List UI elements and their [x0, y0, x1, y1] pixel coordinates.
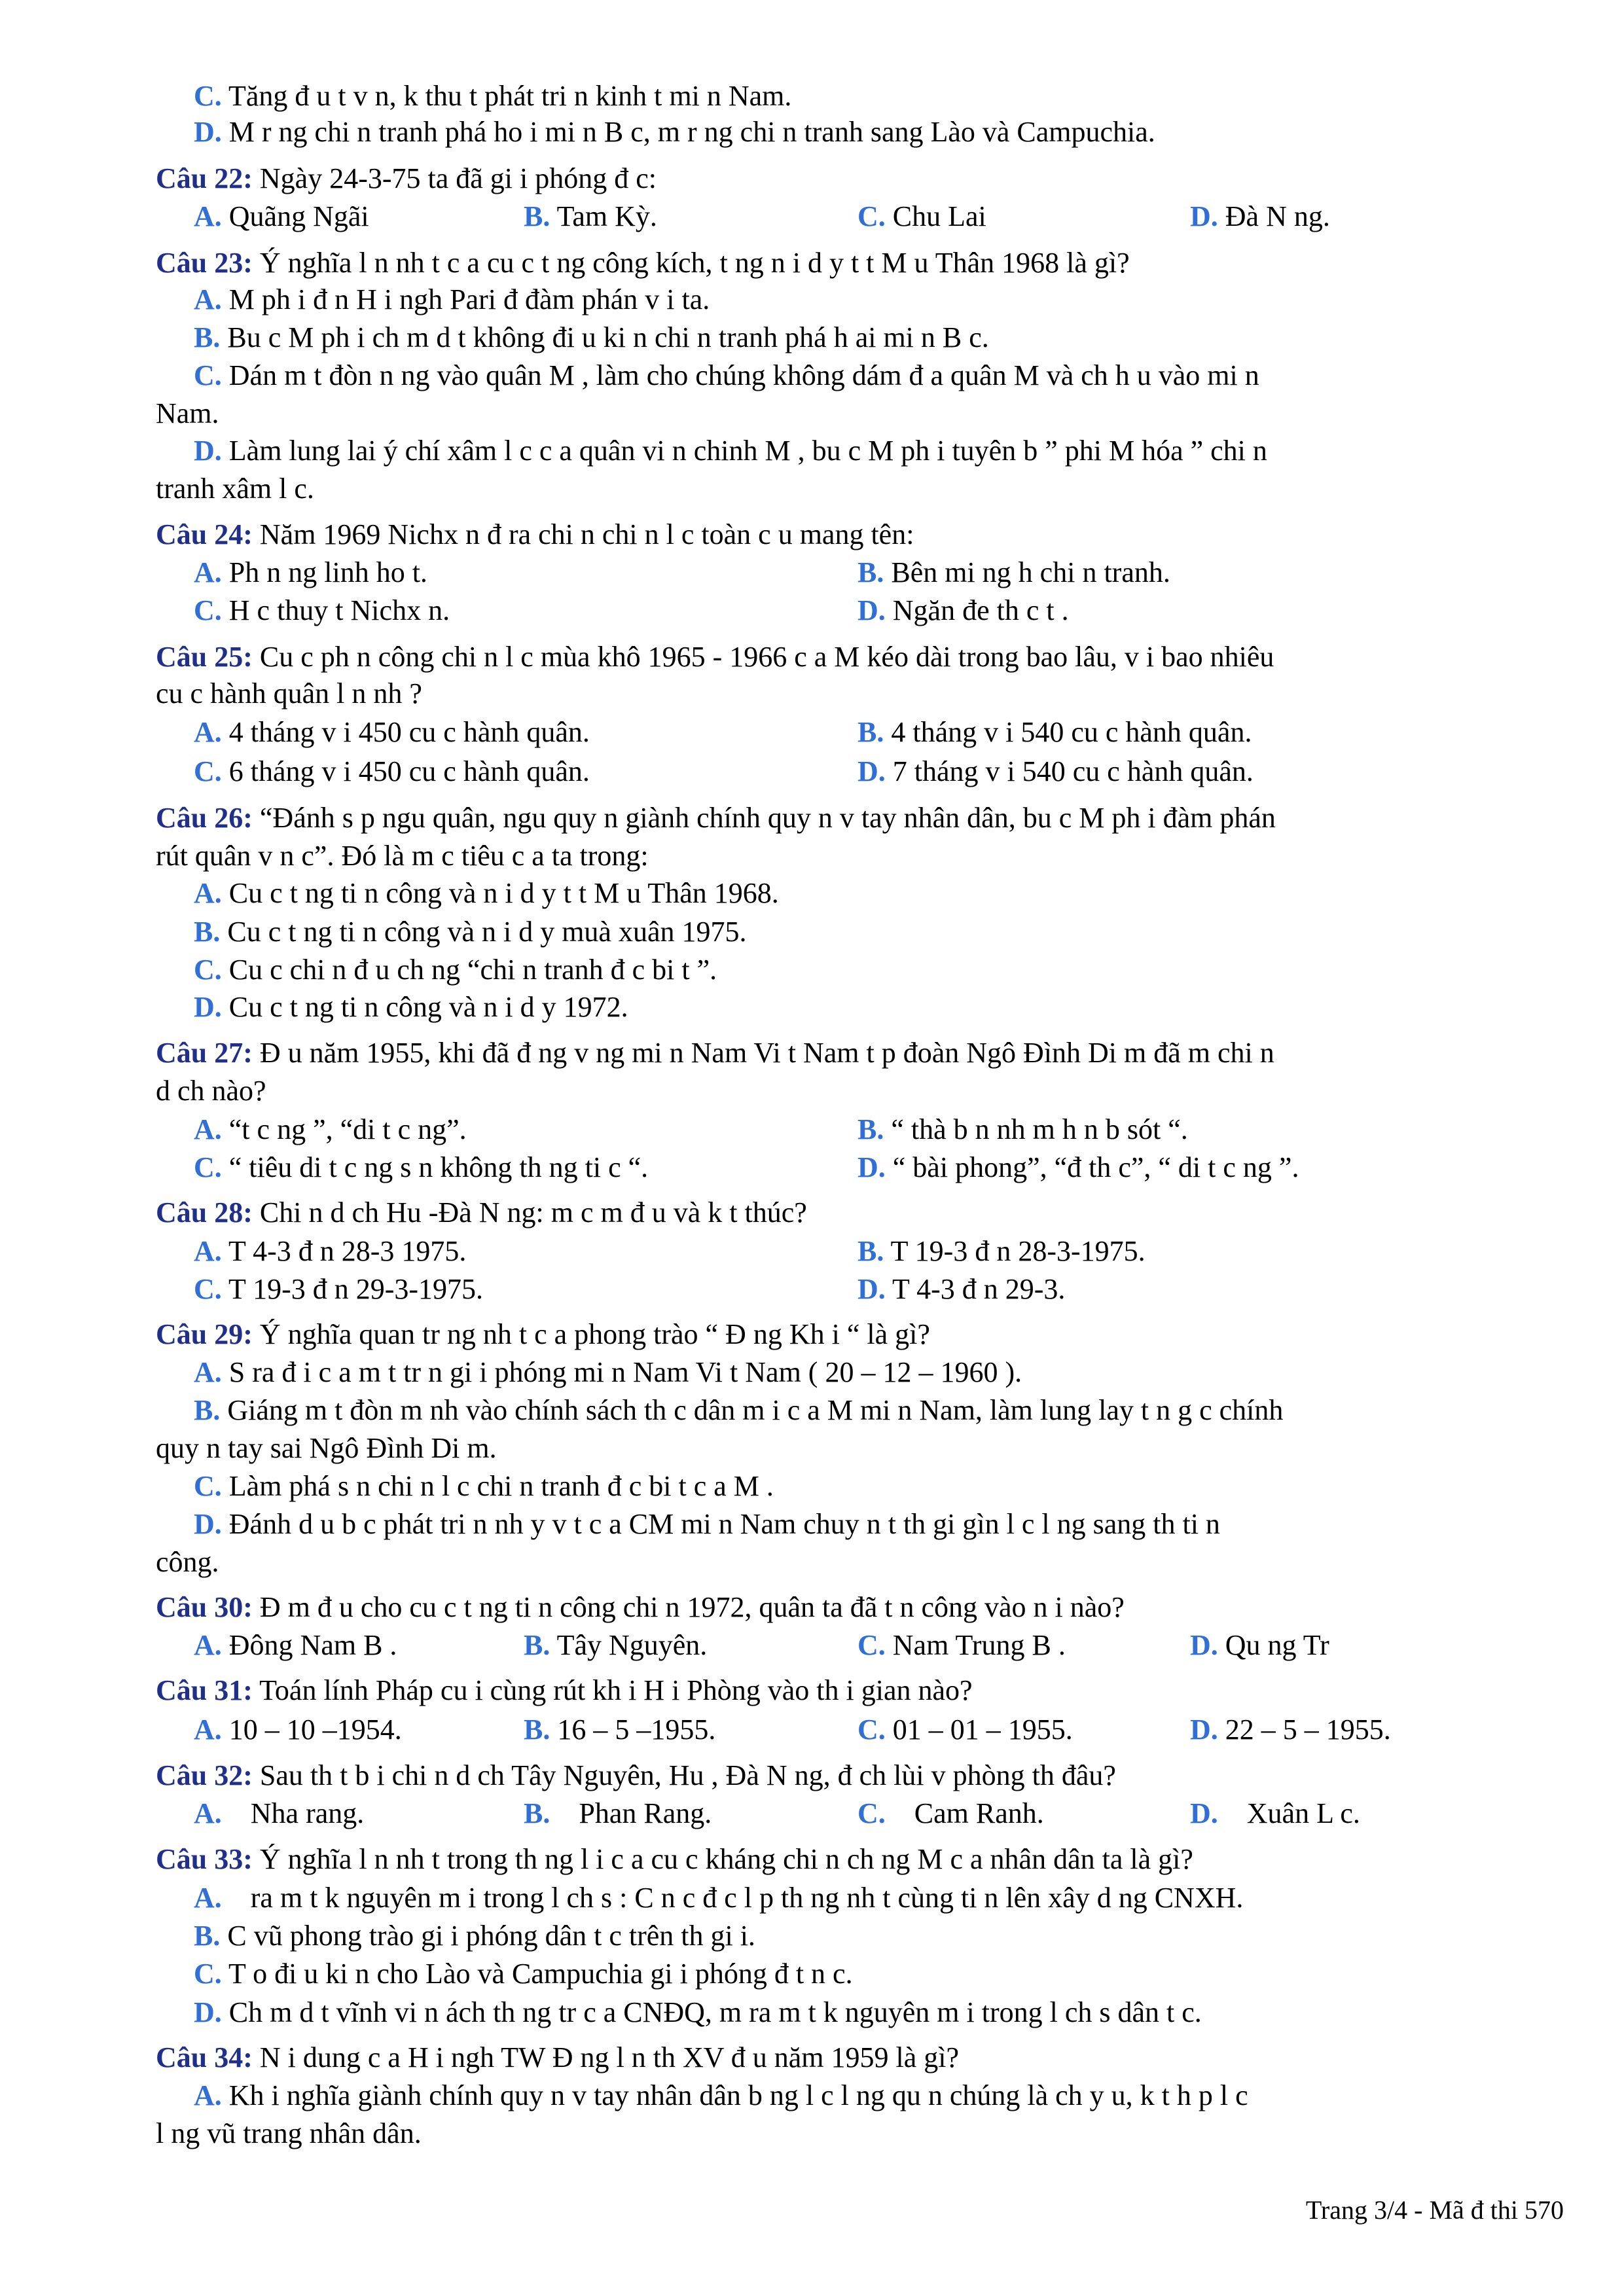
q26-option-a: A. Cu c t ng ti n công và n i d y t t M u Thân 1968.	[194, 877, 779, 909]
q30-option-c: C. Nam Trung B .	[857, 1629, 1066, 1661]
q26-option-b: B. Cu c t ng ti n công và n i d y muà xuân 1975.	[194, 916, 747, 948]
q27-option-b: B. “ thà b n nh m h n b sót “.	[857, 1113, 1188, 1145]
q34-option-a-cont: l ng vũ trang nhân dân.	[156, 2117, 422, 2149]
q26-stem-cont: rút quân v n c”. Đó là m c tiêu c a ta trong:	[156, 840, 649, 872]
q29-option-d: D. Đánh d u b c phát tri n nh y v t c a CM mi n Nam chuy n t th gi gìn l c l ng sang th ti n	[194, 1508, 1220, 1540]
q24-option-c: C. H c thuy t Nichx n.	[194, 594, 450, 626]
q25-option-a: A. 4 tháng v i 450 cu c hành quân.	[194, 716, 590, 748]
q22-option-a: A. Quãng Ngãi	[194, 200, 369, 232]
q31-option-a: A. 10 – 10 –1954.	[194, 1713, 402, 1746]
q28-option-b: B. T 19-3 đ n 28-3-1975.	[857, 1235, 1146, 1267]
q21-option-c: C. Tăng đ u t v n, k thu t phát tri n kinh t mi n Nam.	[194, 80, 792, 112]
q28-option-c: C. T 19-3 đ n 29-3-1975.	[194, 1273, 484, 1305]
q34-stem: Câu 34: N i dung c a H i ngh TW Đ ng l n th XV đ u năm 1959 là gì?	[156, 2041, 960, 2073]
q25-stem-cont: cu c hành quân l n nh ?	[156, 677, 422, 709]
q33-option-c: C. T o đi u ki n cho Lào và Campuchia gi i phóng đ t n c.	[194, 1958, 853, 1990]
q33-stem: Câu 33: Ý nghĩa l n nh t trong th ng l i c a cu c kháng chi n ch ng M c a nhân dân ta là gì?	[156, 1843, 1193, 1875]
q31-option-d: D. 22 – 5 – 1955.	[1190, 1713, 1391, 1746]
q23-option-b: B. Bu c M ph i ch m d t không đi u ki n chi n tranh phá h ai mi n B c.	[194, 321, 989, 353]
q24-option-a: A. Ph n ng linh ho t.	[194, 556, 427, 588]
q23-stem: Câu 23: Ý nghĩa l n nh t c a cu c t ng công kích, t ng n i d y t t M u Thân 1968 là gì?	[156, 247, 1130, 279]
q32-option-b: B. Phan Rang.	[524, 1797, 712, 1829]
q22-option-c: C. Chu Lai	[857, 200, 986, 232]
q32-stem: Câu 32: Sau th t b i chi n d ch Tây Nguyên, Hu , Đà N ng, đ ch lùi v phòng th đâu?	[156, 1759, 1116, 1791]
q26-stem: Câu 26: “Đánh s p ngu quân, ngu quy n giành chính quy n v tay nhân dân, bu c M ph i đàm phán	[156, 802, 1276, 834]
q28-option-d: D. T 4-3 đ n 29-3.	[857, 1273, 1066, 1305]
q34-option-a: A. Kh i nghĩa giành chính quy n v tay nhân dân b ng l c l ng qu n chúng là ch y u, k t h p l c	[194, 2079, 1248, 2111]
q29-option-a: A. S ra đ i c a m t tr n gi i phóng mi n Nam Vi t Nam ( 20 – 12 – 1960 ).	[194, 1356, 1022, 1388]
q30-stem: Câu 30: Đ m đ u cho cu c t ng ti n công chi n 1972, quân ta đã t n công vào n i nào?	[156, 1591, 1125, 1623]
q32-option-c: C. Cam Ranh.	[857, 1797, 1044, 1829]
q26-option-d: D. Cu c t ng ti n công và n i d y 1972.	[194, 991, 628, 1023]
q26-option-c: C. Cu c chi n đ u ch ng “chi n tranh đ c bi t ”.	[194, 954, 717, 986]
q24-option-d: D. Ngăn đe th c t .	[857, 594, 1069, 626]
q29-option-c: C. Làm phá s n chi n l c chi n tranh đ c bi t c a M .	[194, 1470, 774, 1502]
q24-stem: Câu 24: Năm 1969 Nichx n đ ra chi n chi n l c toàn c u mang tên:	[156, 518, 914, 550]
q29-stem: Câu 29: Ý nghĩa quan tr ng nh t c a phong trào “ Đ ng Kh i “ là gì?	[156, 1318, 930, 1350]
q25-option-d: D. 7 tháng v i 540 cu c hành quân.	[857, 755, 1254, 787]
q33-option-b: B. C vũ phong trào gi i phóng dân t c trên th gi i.	[194, 1920, 755, 1952]
q29-option-d-cont: công.	[156, 1546, 219, 1578]
q27-stem: Câu 27: Đ u năm 1955, khi đã đ ng v ng mi n Nam Vi t Nam t p đoàn Ngô Đình Di m đã m chi n	[156, 1037, 1274, 1069]
q27-stem-cont: d ch nào?	[156, 1075, 266, 1107]
q23-option-d: D. Làm lung lai ý chí xâm l c c a quân vi n chinh M , bu c M ph i tuyên b ” phi M hóa ” chi n	[194, 435, 1267, 467]
q22-stem: Câu 22: Ngày 24-3-75 ta đã gi i phóng đ c:	[156, 162, 657, 194]
q29-option-b: B. Giáng m t đòn m nh vào chính sách th c dân m i c a M mi n Nam, làm lung lay t n g c chính	[194, 1394, 1284, 1426]
q33-option-d: D. Ch m d t vĩnh vi n ách th ng tr c a CNĐQ, m ra m t k nguyên m i trong l ch s dân t c.	[194, 1996, 1202, 2028]
q32-option-d: D. Xuân L c.	[1190, 1797, 1360, 1829]
q25-option-b: B. 4 tháng v i 540 cu c hành quân.	[857, 716, 1252, 748]
q22-option-b: B. Tam Kỳ.	[524, 200, 657, 232]
q31-option-b: B. 16 – 5 –1955.	[524, 1713, 716, 1746]
q29-option-b-cont: quy n tay sai Ngô Đình Di m.	[156, 1432, 497, 1464]
q24-option-b: B. Bên mi ng h chi n tranh.	[857, 556, 1170, 588]
q27-option-c: C. “ tiêu di t c ng s n không th ng ti c “.	[194, 1151, 649, 1183]
q33-option-a: A. ra m t k nguyên m i trong l ch s : C n c đ c l p th ng nh t cùng ti n lên xây d ng CNXH.	[194, 1882, 1244, 1914]
q21-option-d: D. M r ng chi n tranh phá ho i mi n B c, m r ng chi n tranh sang Lào và Campuchia.	[194, 116, 1155, 148]
q30-option-b: B. Tây Nguyên.	[524, 1629, 708, 1661]
q25-option-c: C. 6 tháng v i 450 cu c hành quân.	[194, 755, 590, 787]
q25-stem: Câu 25: Cu c ph n công chi n l c mùa khô 1965 - 1966 c a M kéo dài trong bao lâu, v i bao nhiêu	[156, 641, 1274, 673]
q30-option-d: D. Qu ng Tr	[1190, 1629, 1329, 1661]
q27-option-d: D. “ bài phong”, “đ th c”, “ di t c ng ”.	[857, 1151, 1299, 1183]
q23-option-a: A. M ph i đ n H i ngh Pari đ đàm phán v i ta.	[194, 283, 710, 315]
q22-option-d: D. Đà N ng.	[1190, 200, 1330, 232]
q27-option-a: A. “t c ng ”, “di t c ng”.	[194, 1113, 467, 1145]
q23-option-c-cont: Nam.	[156, 397, 219, 429]
q30-option-a: A. Đông Nam B .	[194, 1629, 397, 1661]
q31-stem: Câu 31: Toán lính Pháp cu i cùng rút kh i H i Phòng vào th i gian nào?	[156, 1674, 973, 1706]
q32-option-a: A. Nha rang.	[194, 1797, 365, 1829]
q23-option-d-cont: tranh xâm l c.	[156, 473, 314, 505]
page-footer: Trang 3/4 - Mã đ thi 570	[1305, 2195, 1564, 2225]
q23-option-c: C. Dán m t đòn n ng vào quân M , làm cho chúng không dám đ a quân M và ch h u vào mi n	[194, 359, 1259, 391]
q28-option-a: A. T 4-3 đ n 28-3 1975.	[194, 1235, 467, 1267]
q28-stem: Câu 28: Chi n d ch Hu -Đà N ng: m c m đ u và k t thúc?	[156, 1196, 807, 1229]
q31-option-c: C. 01 – 01 – 1955.	[857, 1713, 1073, 1746]
